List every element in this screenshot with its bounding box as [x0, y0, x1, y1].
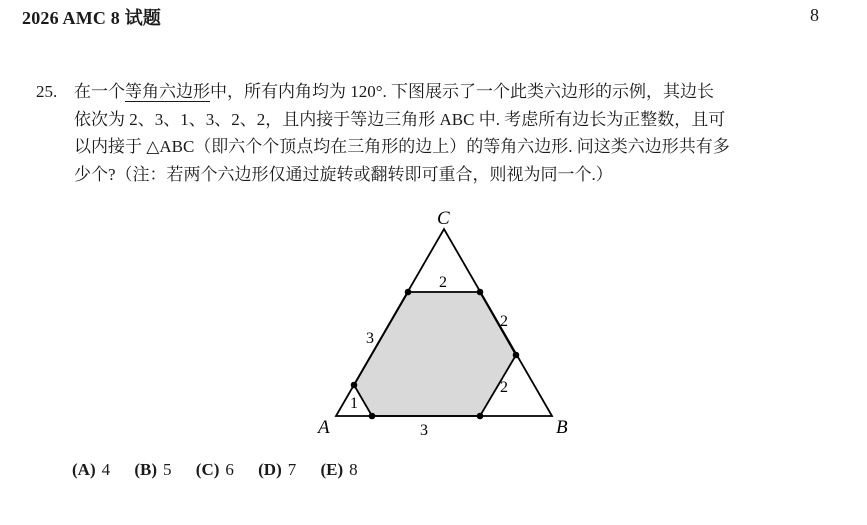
side-label-top: 2: [439, 274, 447, 291]
vertex-dot: [477, 413, 484, 420]
choice-d-value: 7: [287, 460, 297, 479]
problem-line-2: 依次为 2、3、1、3、2、2，且内接于等边三角形 ABC 中. 考虑所有边长为正整数，且可: [74, 109, 726, 129]
choice-c-value: 6: [225, 460, 234, 479]
side-label-left-lower: 1: [350, 395, 358, 412]
triangle-hexagon-figure: [300, 200, 600, 450]
choice-a-letter: (A): [72, 460, 96, 479]
vertex-dot: [351, 382, 358, 389]
vertex-label-b: B: [556, 417, 568, 438]
choice-b[interactable]: [134, 460, 171, 479]
answer-choices: [72, 460, 378, 480]
choice-b-letter: (B): [134, 460, 158, 479]
problem-line-3: 以内接于 △ABC（即六个个顶点均在三角形的边上）的等角六边形. 问这类六边形共有多: [74, 137, 730, 156]
choice-e[interactable]: [321, 460, 358, 479]
choice-c-letter: (C): [195, 460, 220, 479]
problem-line-1: [74, 78, 826, 106]
choice-a[interactable]: [72, 460, 110, 479]
vertex-dot: [369, 413, 376, 420]
side-label-bottom: 3: [420, 422, 428, 439]
choice-d-letter: (D): [258, 460, 282, 479]
problem-number: 25.: [36, 82, 58, 101]
choice-e-value: 8: [349, 460, 358, 479]
vertex-label-a: A: [318, 417, 330, 438]
exam-title: 2026 AMC 8 试题: [22, 8, 162, 28]
problem-line-1-pre: 在一个: [74, 82, 125, 101]
choice-a-value: 4: [101, 460, 111, 479]
problem-line-1-post: 中，所有内角均为 120°. 下图展示了一个此类六边形的示例，其边长: [210, 82, 715, 101]
problem-25: [36, 78, 826, 188]
vertex-dot: [477, 289, 484, 296]
side-label-left-upper: 3: [366, 330, 374, 347]
choice-d[interactable]: [258, 460, 296, 479]
vertex-dot: [513, 352, 520, 359]
vertex-dot: [405, 289, 412, 296]
problem-line-4: 少个?（注：若两个六边形仅通过旋转或翻转即可重合，则视为同一个.）: [74, 164, 613, 184]
page-number: 8: [810, 5, 819, 25]
side-label-right-upper: 2: [500, 313, 508, 330]
side-label-right-lower: 2: [500, 379, 508, 396]
figure-svg: [300, 200, 600, 450]
choice-b-value: 5: [163, 460, 172, 479]
equiangular-hexagon-term: 等角六边形: [125, 82, 210, 101]
choice-c[interactable]: [196, 460, 234, 479]
choice-e-letter: (E): [320, 460, 344, 479]
vertex-label-c: C: [437, 208, 450, 229]
